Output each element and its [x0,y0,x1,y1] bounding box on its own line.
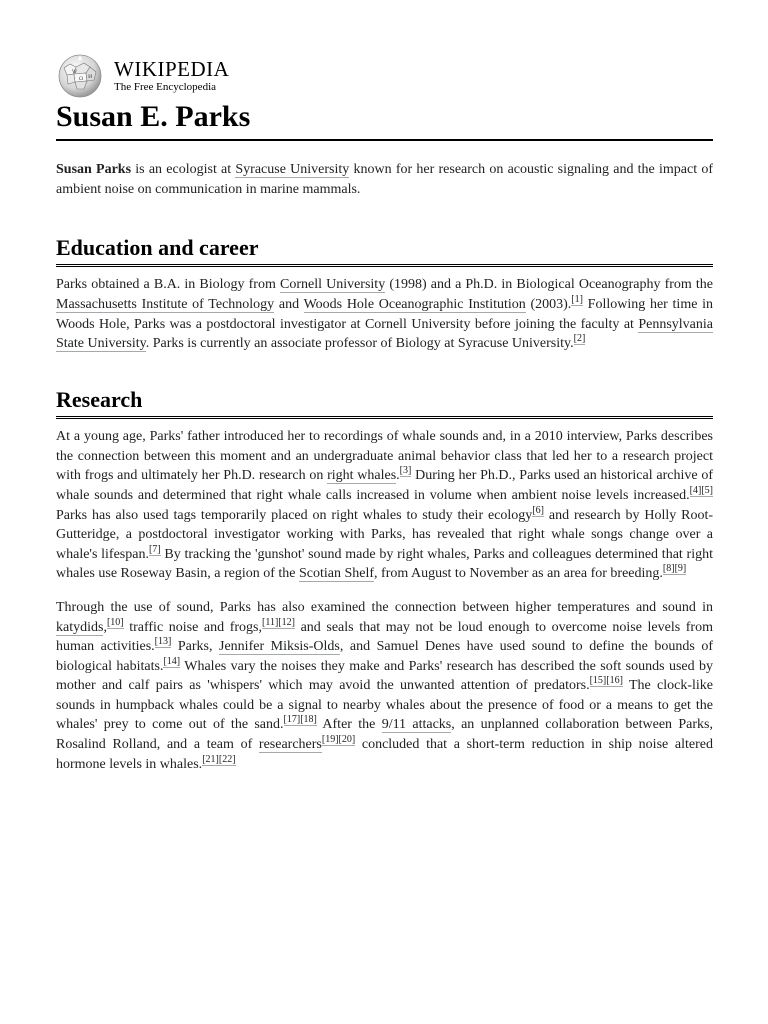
wikipedia-globe-icon[interactable] [56,54,104,98]
wikipedia-wordmark: WIKIPEDIA [114,57,230,81]
citation-ref[interactable]: [1] [571,294,583,306]
para-text: By tracking the 'gunshot' sound made by right whales, Parks and colleagues determined that right whales use Roseway Basin, a region of the [56,546,713,582]
citation-ref[interactable]: [22] [218,753,236,765]
research-paragraph-1 [56,427,713,584]
link-right-whales[interactable]: right whales [327,468,397,484]
link-katydids[interactable]: katydids [56,619,104,635]
citation-ref[interactable]: [20] [338,734,356,746]
research-paragraph-2 [56,598,713,774]
article-page [56,54,713,774]
svg-text:И: И [88,74,93,80]
section-heading-education: Education and career [56,235,713,267]
para-text: (2003). [525,297,572,313]
para-text: , an unplanned collaboration between Parks, Rosalind Rolland, and a team of [56,717,713,753]
svg-text:W: W [72,69,78,75]
link-9-11-attacks[interactable]: 9/11 attacks [381,717,452,733]
link-penn-state[interactable]: Pennsylvania State University [56,316,713,352]
lead-paragraph [56,160,713,199]
para-text: . Parks is currently an associate professor of Biology at Syracuse University. [145,336,574,352]
para-text: At a young age, Parks' father introduced her to recordings of whale sounds and, in a 2010 interview, Parks describes the connection between this moment and an undergraduate animal behavior class that led her to a research project with frogs and ultimately her Ph.D. research on [56,429,713,484]
para-text: , [103,619,107,635]
citation-ref[interactable]: [18] [300,714,317,726]
para-text: After the [316,717,382,733]
para-text: The clock-like sounds in humpback whales could be a signal to nearby whales about the presence of food or a means to get the whales' prey to come out of the sand. [56,678,713,733]
citation-ref[interactable]: [13] [154,636,172,648]
page-title: Susan E. Parks [56,100,713,141]
citation-ref[interactable]: [17] [283,714,301,726]
link-syracuse-university[interactable]: Syracuse University [235,162,350,177]
citation-ref[interactable]: [3] [399,465,412,477]
para-text: and research by Holly Root-Gutteridge, a postdoctoral investigator working with Parks, has revealed that right whale songs change over a whale's lifespan. [56,507,713,562]
link-researchers[interactable]: researchers [258,737,322,753]
para-text: During her Ph.D., Parks used an historical archive of whale sounds and determined that right whale calls increased in volume when ambient noise levels increased. [56,468,713,503]
para-text: . [396,468,400,484]
para-text: Parks has also used tags temporarily placed on right whales to study their ecology [56,507,533,523]
citation-ref[interactable]: [19] [321,734,339,746]
citation-ref[interactable]: [16] [606,675,623,687]
link-woods-hole[interactable]: Woods Hole Oceanographic Institution [303,297,526,313]
para-text: (1998) and a Ph.D. in Biological Oceanography from the [385,277,714,293]
lead-text: is an ecologist at [131,162,236,177]
section-heading-research: Research [56,387,713,419]
para-text: Following her time in Woods Hole, Parks was a postdoctoral investigator at Cornell University before joining the faculty at [56,297,714,332]
link-scotian-shelf[interactable]: Scotian Shelf [299,566,375,582]
para-text: , and Samuel Denes have used sound to define the bounds of biological habitats. [56,639,713,674]
citation-ref[interactable]: [9] [674,563,687,575]
citation-ref[interactable]: [14] [163,655,181,667]
para-text: Through the use of sound, Parks has also examined the connection between higher temperatures and sound in [56,599,713,615]
link-cornell-university[interactable]: Cornell University [279,277,386,293]
site-header [56,54,713,98]
svg-text:Ω: Ω [79,76,84,82]
para-text: traffic noise and frogs, [123,619,262,635]
para-text: and [274,297,304,313]
citation-ref[interactable]: [7] [148,543,161,555]
citation-ref[interactable]: [12] [278,616,295,628]
para-text: Parks, [171,639,220,655]
citation-ref[interactable]: [6] [532,504,544,516]
para-text: , from August to November as an area for breeding. [374,566,663,582]
lead-subject: Susan Parks [56,162,132,177]
citation-ref[interactable]: [8] [662,563,675,575]
link-jennifer-miksis-olds[interactable]: Jennifer Miksis-Olds [219,639,340,655]
para-text: Whales vary the noises they make and Parks' research has described the soft sounds used by mother and calf pairs as 'whispers' which may avoid the unwanted attention of predators. [56,658,714,694]
citation-ref[interactable]: [11] [262,616,279,628]
citation-ref[interactable]: [10] [106,616,124,628]
citation-ref[interactable]: [2] [573,333,586,345]
para-text: concluded that a short-term reduction in ship noise altered hormone levels in whales. [56,737,713,772]
citation-ref[interactable]: [5] [701,484,713,496]
citation-ref[interactable]: [4] [689,484,702,496]
citation-ref[interactable]: [21] [202,753,219,765]
link-mit[interactable]: Massachusetts Institute of Technology [56,297,275,313]
citation-ref[interactable]: [15] [589,675,607,687]
site-tagline: The Free Encyclopedia [114,81,217,93]
para-text: Parks obtained a B.A. in Biology from [56,277,280,293]
education-paragraph [56,275,713,353]
lead-text: known for her research on acoustic signaling and the impact of ambient noise on communication in marine mammals. [56,162,713,197]
para-text: and seals that may not be loud enough to overcome noise levels from human activities. [56,619,713,655]
site-brand[interactable] [114,59,229,93]
